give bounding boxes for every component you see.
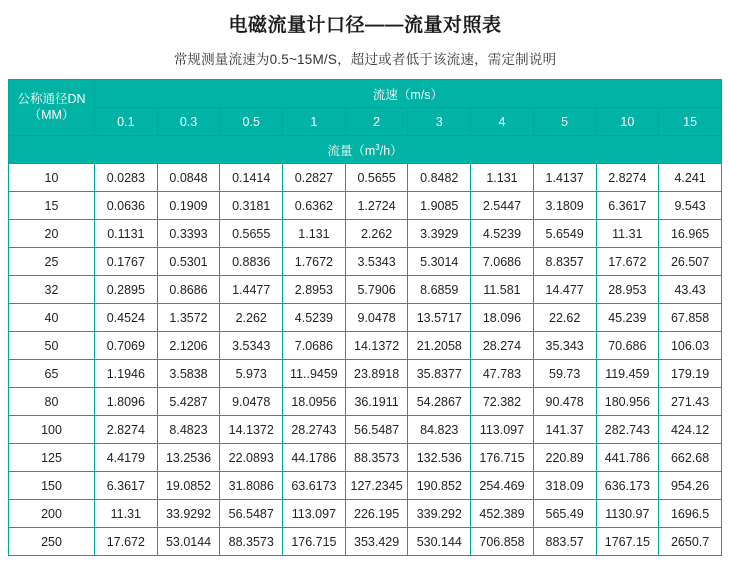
cell-flow-value: 28.953	[596, 276, 659, 304]
header-velocity-0.1: 0.1	[95, 108, 158, 136]
table-row	[9, 304, 722, 332]
table-row	[9, 248, 722, 276]
cell-flow-value: 17.672	[596, 248, 659, 276]
cell-flow-value: 1.8096	[95, 388, 158, 416]
table-row	[9, 500, 722, 528]
cell-flow-value: 0.0283	[95, 164, 158, 192]
cell-flow-value: 28.274	[471, 332, 534, 360]
table-row	[9, 472, 722, 500]
cell-flow-value: 22.0893	[220, 444, 283, 472]
cell-flow-value: 0.1131	[95, 220, 158, 248]
cell-flow-value: 43.43	[659, 276, 722, 304]
cell-flow-value: 8.8357	[533, 248, 596, 276]
cell-flow-value: 6.3617	[95, 472, 158, 500]
cell-flow-value: 662.68	[659, 444, 722, 472]
cell-flow-value: 2.1206	[157, 332, 220, 360]
cell-flow-value: 113.097	[283, 500, 346, 528]
cell-flow-value: 2.262	[345, 220, 408, 248]
table-row	[9, 220, 722, 248]
cell-flow-value: 53.0144	[157, 528, 220, 556]
cell-flow-value: 5.7906	[345, 276, 408, 304]
cell-flow-value: 35.8377	[408, 360, 471, 388]
cell-flow-value: 2.5447	[471, 192, 534, 220]
cell-flow-value: 0.3393	[157, 220, 220, 248]
cell-flow-value: 13.2536	[157, 444, 220, 472]
header-velocity-2: 2	[345, 108, 408, 136]
cell-flow-value: 706.858	[471, 528, 534, 556]
cell-flow-value: 5.3014	[408, 248, 471, 276]
cell-flow-value: 883.57	[533, 528, 596, 556]
cell-flow-value: 88.3573	[220, 528, 283, 556]
cell-flow-value: 11..9459	[283, 360, 346, 388]
cell-flow-value: 5.6549	[533, 220, 596, 248]
cell-nominal-diameter: 125	[9, 444, 95, 472]
cell-flow-value: 0.5655	[345, 164, 408, 192]
cell-flow-value: 28.2743	[283, 416, 346, 444]
table-row	[9, 416, 722, 444]
cell-flow-value: 17.672	[95, 528, 158, 556]
table-header-row-flow	[9, 136, 722, 164]
cell-flow-value: 11.31	[95, 500, 158, 528]
cell-flow-value: 1.4477	[220, 276, 283, 304]
cell-flow-value: 33.9292	[157, 500, 220, 528]
cell-flow-value: 7.0686	[471, 248, 534, 276]
cell-flow-value: 954.26	[659, 472, 722, 500]
cell-flow-value: 0.2895	[95, 276, 158, 304]
cell-flow-value: 190.852	[408, 472, 471, 500]
table-row	[9, 528, 722, 556]
header-velocity: 流速（m/s）	[95, 80, 722, 108]
cell-flow-value: 176.715	[471, 444, 534, 472]
cell-flow-value: 4.5239	[471, 220, 534, 248]
header-velocity-3: 3	[408, 108, 471, 136]
cell-flow-value: 0.0636	[95, 192, 158, 220]
cell-flow-value: 226.195	[345, 500, 408, 528]
cell-flow-value: 14.477	[533, 276, 596, 304]
table-header-row-velocity	[9, 80, 722, 108]
header-flow-rate	[9, 136, 722, 164]
table-row	[9, 360, 722, 388]
cell-flow-value: 4.5239	[283, 304, 346, 332]
cell-nominal-diameter: 65	[9, 360, 95, 388]
header-flow-suffix: /h）	[379, 143, 403, 158]
cell-flow-value: 180.956	[596, 388, 659, 416]
table-header-row-velocity-values	[9, 108, 722, 136]
cell-flow-value: 1.1946	[95, 360, 158, 388]
cell-flow-value: 1.131	[283, 220, 346, 248]
cell-flow-value: 1.9085	[408, 192, 471, 220]
cell-flow-value: 56.5487	[345, 416, 408, 444]
cell-flow-value: 1767.15	[596, 528, 659, 556]
cell-flow-value: 13.5717	[408, 304, 471, 332]
cell-flow-value: 318.09	[533, 472, 596, 500]
table-row	[9, 444, 722, 472]
cell-flow-value: 176.715	[283, 528, 346, 556]
cell-flow-value: 0.1414	[220, 164, 283, 192]
table-row	[9, 192, 722, 220]
cell-flow-value: 90.478	[533, 388, 596, 416]
cell-flow-value: 88.3573	[345, 444, 408, 472]
cell-flow-value: 2.8953	[283, 276, 346, 304]
cell-flow-value: 441.786	[596, 444, 659, 472]
cell-flow-value: 141.37	[533, 416, 596, 444]
cell-nominal-diameter: 25	[9, 248, 95, 276]
cell-flow-value: 2.8274	[95, 416, 158, 444]
cell-flow-value: 26.507	[659, 248, 722, 276]
header-velocity-0.3: 0.3	[157, 108, 220, 136]
cell-nominal-diameter: 40	[9, 304, 95, 332]
cell-flow-value: 8.6859	[408, 276, 471, 304]
cell-flow-value: 0.5301	[157, 248, 220, 276]
table-row	[9, 388, 722, 416]
header-velocity-0.5: 0.5	[220, 108, 283, 136]
cell-flow-value: 5.973	[220, 360, 283, 388]
cell-nominal-diameter: 100	[9, 416, 95, 444]
cell-flow-value: 0.8836	[220, 248, 283, 276]
cell-flow-value: 67.858	[659, 304, 722, 332]
cell-flow-value: 6.3617	[596, 192, 659, 220]
cell-flow-value: 14.1372	[220, 416, 283, 444]
cell-flow-value: 5.4287	[157, 388, 220, 416]
cell-flow-value: 22.62	[533, 304, 596, 332]
cell-flow-value: 14.1372	[345, 332, 408, 360]
cell-flow-value: 18.096	[471, 304, 534, 332]
cell-flow-value: 1.3572	[157, 304, 220, 332]
header-flow-exponent: 3	[375, 142, 380, 152]
cell-flow-value: 8.4823	[157, 416, 220, 444]
header-velocity-4: 4	[471, 108, 534, 136]
cell-flow-value: 1.4137	[533, 164, 596, 192]
cell-flow-value: 56.5487	[220, 500, 283, 528]
cell-flow-value: 4.241	[659, 164, 722, 192]
table-header	[9, 80, 722, 164]
cell-flow-value: 7.0686	[283, 332, 346, 360]
cell-flow-value: 11.581	[471, 276, 534, 304]
cell-flow-value: 0.6362	[283, 192, 346, 220]
table-row	[9, 332, 722, 360]
cell-flow-value: 72.382	[471, 388, 534, 416]
cell-flow-value: 0.3181	[220, 192, 283, 220]
cell-flow-value: 47.783	[471, 360, 534, 388]
cell-flow-value: 9.0478	[220, 388, 283, 416]
cell-flow-value: 2650.7	[659, 528, 722, 556]
cell-flow-value: 9.543	[659, 192, 722, 220]
cell-flow-value: 339.292	[408, 500, 471, 528]
cell-flow-value: 9.0478	[345, 304, 408, 332]
cell-flow-value: 1.7672	[283, 248, 346, 276]
cell-flow-value: 0.8686	[157, 276, 220, 304]
cell-flow-value: 0.1909	[157, 192, 220, 220]
table-row	[9, 164, 722, 192]
cell-flow-value: 84.823	[408, 416, 471, 444]
cell-flow-value: 452.389	[471, 500, 534, 528]
cell-flow-value: 530.144	[408, 528, 471, 556]
cell-flow-value: 0.4524	[95, 304, 158, 332]
cell-flow-value: 11.31	[596, 220, 659, 248]
cell-flow-value: 1130.97	[596, 500, 659, 528]
cell-flow-value: 63.6173	[283, 472, 346, 500]
cell-flow-value: 2.8274	[596, 164, 659, 192]
cell-flow-value: 565.49	[533, 500, 596, 528]
cell-flow-value: 23.8918	[345, 360, 408, 388]
header-velocity-1: 1	[283, 108, 346, 136]
cell-flow-value: 424.12	[659, 416, 722, 444]
cell-flow-value: 3.5343	[220, 332, 283, 360]
cell-flow-value: 282.743	[596, 416, 659, 444]
cell-flow-value: 19.0852	[157, 472, 220, 500]
cell-flow-value: 271.43	[659, 388, 722, 416]
header-dn-line2: （MM）	[28, 107, 75, 122]
cell-flow-value: 113.097	[471, 416, 534, 444]
cell-flow-value: 179.19	[659, 360, 722, 388]
header-flow-prefix: 流量（m	[327, 143, 376, 158]
cell-flow-value: 70.686	[596, 332, 659, 360]
cell-nominal-diameter: 20	[9, 220, 95, 248]
cell-flow-value: 0.2827	[283, 164, 346, 192]
cell-flow-value: 44.1786	[283, 444, 346, 472]
cell-flow-value: 3.1809	[533, 192, 596, 220]
cell-flow-value: 16.965	[659, 220, 722, 248]
cell-flow-value: 127.2345	[345, 472, 408, 500]
cell-nominal-diameter: 80	[9, 388, 95, 416]
cell-flow-value: 4.4179	[95, 444, 158, 472]
cell-nominal-diameter: 50	[9, 332, 95, 360]
cell-flow-value: 31.8086	[220, 472, 283, 500]
cell-flow-value: 220.89	[533, 444, 596, 472]
cell-nominal-diameter: 15	[9, 192, 95, 220]
cell-flow-value: 0.0848	[157, 164, 220, 192]
cell-flow-value: 353.429	[345, 528, 408, 556]
cell-nominal-diameter: 150	[9, 472, 95, 500]
cell-flow-value: 254.469	[471, 472, 534, 500]
cell-flow-value: 132.536	[408, 444, 471, 472]
page-subtitle: 常规测量流速为0.5~15M/S，超过或者低于该流速，需定制说明	[173, 52, 557, 67]
cell-flow-value: 45.239	[596, 304, 659, 332]
header-velocity-10: 10	[596, 108, 659, 136]
cell-flow-value: 3.3929	[408, 220, 471, 248]
header-dn-line1: 公称通径DN	[17, 91, 86, 106]
cell-nominal-diameter: 32	[9, 276, 95, 304]
cell-flow-value: 54.2867	[408, 388, 471, 416]
cell-flow-value: 1.2724	[345, 192, 408, 220]
cell-nominal-diameter: 250	[9, 528, 95, 556]
cell-flow-value: 3.5343	[345, 248, 408, 276]
table-row	[9, 276, 722, 304]
cell-flow-value: 0.8482	[408, 164, 471, 192]
header-nominal-diameter	[9, 80, 95, 136]
cell-flow-value: 0.1767	[95, 248, 158, 276]
page-title: 电磁流量计口径——流量对照表	[228, 15, 502, 36]
cell-flow-value: 36.1911	[345, 388, 408, 416]
table-body	[9, 164, 722, 556]
cell-flow-value: 21.2058	[408, 332, 471, 360]
cell-flow-value: 59.73	[533, 360, 596, 388]
cell-flow-value: 1.131	[471, 164, 534, 192]
cell-flow-value: 0.5655	[220, 220, 283, 248]
cell-flow-value: 119.459	[596, 360, 659, 388]
cell-flow-value: 35.343	[533, 332, 596, 360]
cell-flow-value: 1696.5	[659, 500, 722, 528]
header-velocity-5: 5	[533, 108, 596, 136]
cell-flow-value: 0.7069	[95, 332, 158, 360]
flow-rate-table	[8, 79, 722, 556]
cell-flow-value: 2.262	[220, 304, 283, 332]
cell-nominal-diameter: 200	[9, 500, 95, 528]
cell-flow-value: 3.5838	[157, 360, 220, 388]
cell-flow-value: 636.173	[596, 472, 659, 500]
header-velocity-15: 15	[659, 108, 722, 136]
cell-nominal-diameter: 10	[9, 164, 95, 192]
cell-flow-value: 18.0956	[283, 388, 346, 416]
cell-flow-value: 106.03	[659, 332, 722, 360]
